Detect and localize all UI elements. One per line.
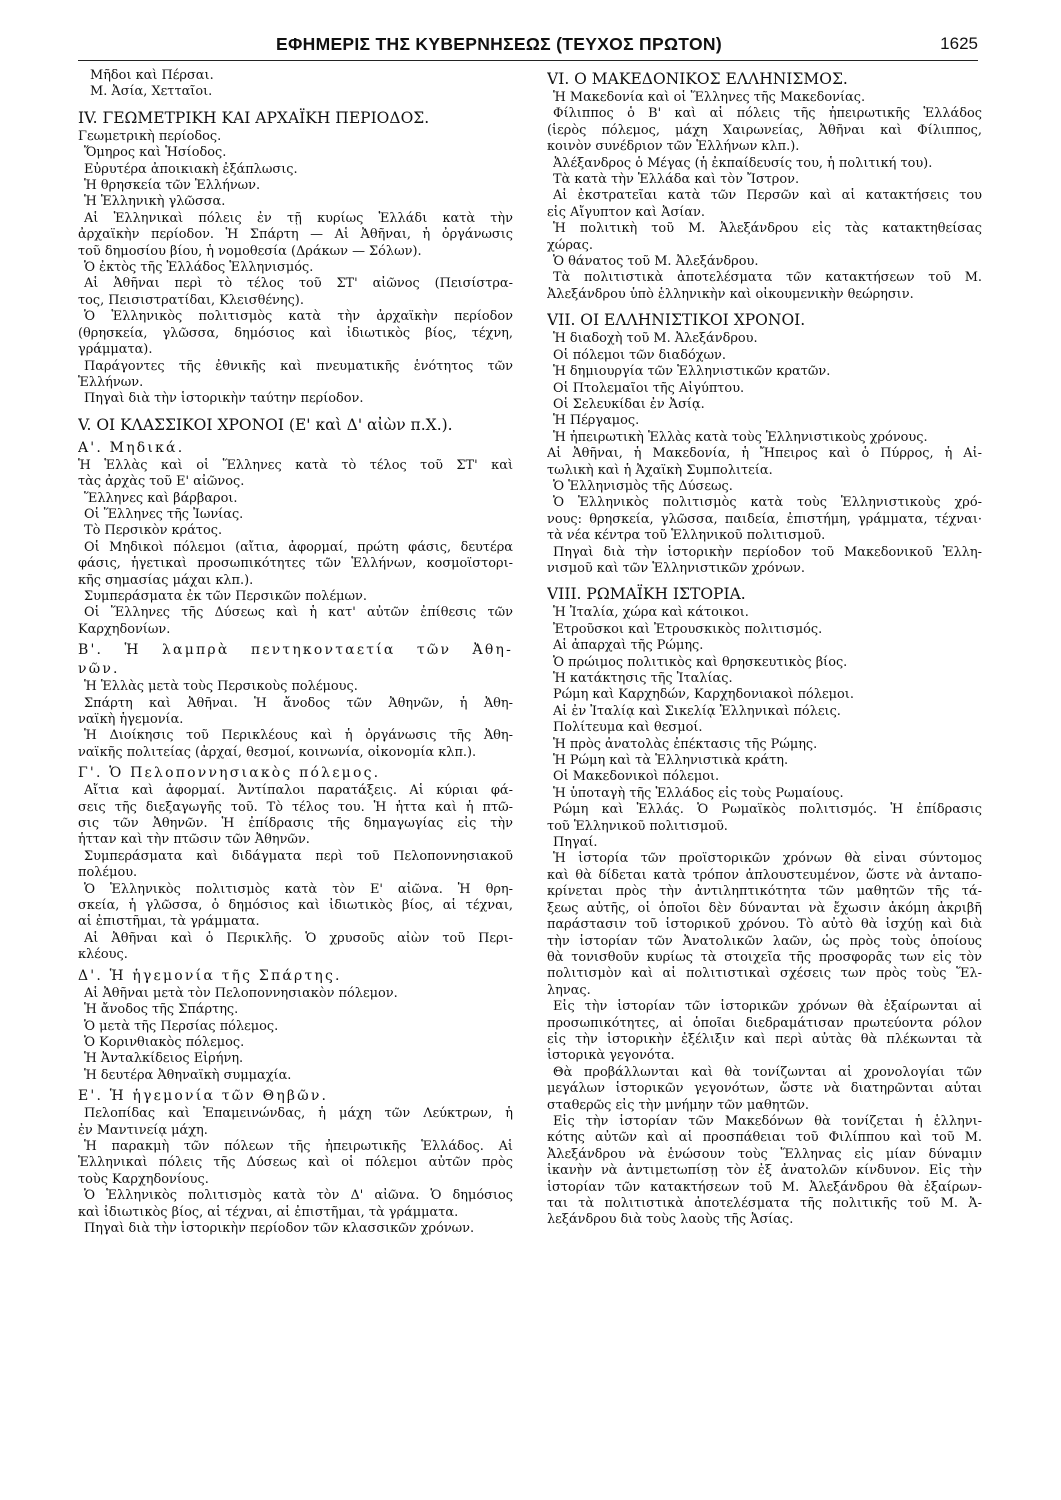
text-line: Οἱ Σελευκίδαι ἐν Ἀσίᾳ. bbox=[553, 396, 705, 412]
text-line: εἰς Αἴγυπτον καὶ Ἀσίαν. bbox=[547, 204, 705, 220]
text-line: Ὁ Κορινθιακὸς πόλεμος. bbox=[84, 1034, 245, 1050]
text-line: ληνας. bbox=[547, 982, 591, 998]
text-line: Ἀλεξάνδρου νὰ ἑνώσουν τοὺς Ἕλληνας εἰς μίαν δύναμιν bbox=[547, 1146, 982, 1162]
text-line: νους: θρησκεία, γλῶσσα, παιδεία, ἐπιστήμη, γράμματα, τέχναι· bbox=[547, 511, 982, 527]
text-line: Ἡ κατάκτησις τῆς Ἰταλίας. bbox=[553, 671, 733, 686]
section-heading: VII. ΟΙ ΕΛΛΗΝΙΣΤΙΚΟΙ ΧΡΟΝΟΙ. bbox=[547, 311, 806, 330]
section-heading: IV. ΓΕΩΜΕΤΡΙΚΗ ΚΑΙ ΑΡΧΑΪΚΗ ΠΕΡΙΟΔΟΣ. bbox=[78, 108, 430, 127]
text-line: χώρας. bbox=[547, 237, 593, 253]
section-heading: VIII. ΡΩΜΑΪΚΗ ΙΣΤΟΡΙΑ. bbox=[547, 585, 746, 604]
text-line: Ἡ ἱστορία τῶν προϊστορικῶν χρόνων θὰ εἶναι σύντομος bbox=[553, 851, 982, 867]
text-line: κῆς σημασίας μάχαι κλπ.). bbox=[78, 572, 254, 588]
text-line: Παράγοντες τῆς ἐθνικῆς καὶ πνευματικῆς ἑνότητος τῶν bbox=[84, 358, 513, 374]
text-line: Οἱ Μηδικοὶ πόλεμοι (αἴτια, ἀφορμαί, πρώτη φάσις, δευτέρα bbox=[84, 539, 513, 555]
text-line: Ὁ Ἑλληνικὸς πολιτισμὸς κατὰ τὸν Δ' αἰῶνα. Ὁ δημόσιος bbox=[84, 1188, 513, 1204]
text-line: Ὁ ἐκτὸς τῆς Ἑλλάδος Ἑλληνισμός. bbox=[84, 260, 314, 276]
text-line: Ὅμηρος καὶ Ἡσίοδος. bbox=[84, 145, 227, 161]
text-line: Ὁ Ἑλληνικὸς πολιτισμὸς κατὰ τοὺς Ἑλληνιστικοὺς χρό- bbox=[553, 495, 982, 511]
text-line: τωλικὴ καὶ ἡ Ἀχαϊκὴ Συμπολιτεία. bbox=[547, 462, 773, 478]
page-number: 1625 bbox=[940, 34, 978, 53]
subsection-heading: Β'. Ἡ λαμπρὰ πεντηκονταετία τῶν Ἀθη- bbox=[78, 642, 513, 659]
text-line: Ἀλεξάνδρου ὑπὸ ἑλληνικὴν καὶ οἰκουμενικὴν θεώρησιν. bbox=[547, 286, 914, 302]
text-line: Ὁ Ἑλληνικὸς πολιτισμὸς κατὰ τὴν ἀρχαϊκὴν περίοδον bbox=[84, 309, 513, 325]
text-line: Ἡ διαδοχὴ τοῦ Μ. Ἀλεξάνδρου. bbox=[553, 331, 758, 347]
subsection-heading: Α'. Μηδικά. bbox=[78, 439, 185, 456]
text-line: ἱκανὴν νὰ ἀντιμετωπίσῃ τὸν ἐξ ἀνατολῶν κίνδυνον. Εἰς τὴν bbox=[547, 1163, 982, 1179]
text-line: Ἐτροῦσκοι καὶ Ἐτρουσκικὸς πολιτισμός. bbox=[553, 621, 823, 637]
text-line: Αἱ ἀπαρχαὶ τῆς Ρώμης. bbox=[553, 638, 704, 654]
text-line: Πηγαὶ διὰ τὴν ἱστορικὴν ταύτην περίοδον. bbox=[84, 391, 364, 407]
text-line: Ρώμη καὶ Καρχηδών, Καρχηδονιακοὶ πόλεμοι. bbox=[553, 687, 854, 703]
text-line: Ἡ Ἑλλὰς μετὰ τοὺς Περσικοὺς πολέμους. bbox=[84, 679, 358, 695]
text-line: τὰ νέα κέντρα τοῦ Ἑλληνικοῦ πολιτισμοῦ. bbox=[547, 528, 826, 544]
text-line: Θὰ προβάλλωνται καὶ θὰ τονίζωνται αἱ χρονολογίαι τῶν bbox=[553, 1064, 982, 1080]
text-line: Ἡ Ρώμη καὶ τὰ Ἑλληνιστικὰ κράτη. bbox=[553, 753, 789, 769]
text-line: κρίνεται πρὸς τὴν ἀντιληπτικότητα τῶν μαθητῶν τῆς τά- bbox=[547, 884, 982, 900]
text-line: Αἱ Ἀθῆναι, ἡ Μακεδονία, ἡ Ἤπειρος καὶ ὁ Πύρρος, ἡ Αἰ- bbox=[547, 446, 982, 462]
section-heading: VI. Ο ΜΑΚΕΔΟΝΙΚΟΣ ΕΛΛΗΝΙΣΜΟΣ. bbox=[547, 70, 848, 88]
text-line: Ἕλληνες καὶ βάρβαροι. bbox=[84, 490, 238, 506]
text-line: Ἡ Μακεδονία καὶ οἱ Ἕλληνες τῆς Μακεδονίας. bbox=[553, 90, 866, 105]
header-divider bbox=[78, 60, 978, 61]
text-line: Εὐρυτέρα ἀποικιακὴ ἐξάπλωσις. bbox=[84, 161, 298, 177]
text-line: Εἰς τὴν ἱστορίαν τῶν Μακεδόνων θὰ τονίζεται ἡ ἑλληνι- bbox=[553, 1113, 982, 1129]
text-line: αἱ ἐπιστῆμαι, τὰ γράμματα. bbox=[78, 914, 260, 930]
text-line: Οἱ Ἕλληνες τῆς Δύσεως καὶ ἡ κατ' αὐτῶν ἐπίθεσις τῶν bbox=[84, 605, 513, 621]
text-line: ἐν Μαντινείᾳ μάχη. bbox=[78, 1122, 208, 1138]
text-line: Ἡ πρὸς ἀνατολὰς ἐπέκτασις τῆς Ρώμης. bbox=[553, 736, 818, 752]
text-line: σις τῶν Ἀθηνῶν. Ἡ ἐπίδρασις τῆς δημαγωγίας εἰς τὴν bbox=[78, 816, 513, 832]
text-line: Μῆδοι καὶ Πέρσαι. bbox=[90, 68, 214, 83]
text-line: Αἱ Ἀθῆναι μετὰ τὸν Πελοποννησιακὸν πόλεμον. bbox=[84, 985, 398, 1001]
text-line: λεξάνδρου διὰ τοὺς λαοὺς τῆς Ἀσίας. bbox=[547, 1212, 794, 1228]
text-line: Αἱ Ἀθῆναι περὶ τὸ τέλος τοῦ ΣΤ' αἰῶνος (Πεισίστρα- bbox=[84, 276, 513, 292]
left-column bbox=[78, 68, 513, 1237]
text-line: σταθερῶς εἰς τὴν μνήμην τῶν μαθητῶν. bbox=[547, 1097, 810, 1113]
text-line: Ἡ ἄνοδος τῆς Σπάρτης. bbox=[84, 1002, 239, 1018]
text-line: Ἑλλήνων. bbox=[78, 374, 144, 390]
text-line: Πολίτευμα καὶ θεσμοί. bbox=[553, 720, 703, 736]
text-line: σεις τῆς διεξαγωγῆς τοῦ. Τὸ τέλος του. Ἡ ἧττα καὶ ἡ πτῶ- bbox=[78, 799, 513, 815]
text-line: Οἱ Ἕλληνες τῆς Ἰωνίας. bbox=[84, 506, 244, 522]
text-line: προσωπικότητες, αἱ ὁποῖαι διεδραμάτισαν πρωτεύοντα ρόλον bbox=[547, 1015, 982, 1031]
text-line: Ἡ Διοίκησις τοῦ Περικλέους καὶ ἡ ὀργάνωσις τῆς Ἀθη- bbox=[84, 728, 513, 744]
text-line: Αἱ ἐν Ἰταλίᾳ καὶ Σικελίᾳ Ἑλληνικαὶ πόλεις. bbox=[553, 703, 841, 719]
text-line: Οἱ Πτολεμαῖοι τῆς Αἰγύπτου. bbox=[553, 380, 745, 396]
text-line: (ἱερὸς πόλεμος, μάχη Χαιρωνείας, Ἀθῆναι καὶ Φίλιππος, bbox=[547, 122, 982, 138]
text-line: θὰ τονισθοῦν κυρίως τὰ στοιχεῖα τῆς προσφορᾶς των εἰς τὸν bbox=[547, 949, 982, 965]
text-line: πολιτισμὸν καὶ αἱ πολιτιστικαὶ σχέσεις των πρὸς τοὺς Ἕλ- bbox=[547, 966, 982, 982]
text-line: (θρησκεία, γλῶσσα, δημόσιος καὶ ἰδιωτικὸς βίος, τέχνη, bbox=[78, 325, 513, 341]
text-line: καὶ ἰδιωτικὸς βίος, αἱ τέχναι, αἱ ἐπιστῆμαι, τὰ γράμματα. bbox=[78, 1204, 459, 1220]
subsection-heading: νῶν. bbox=[78, 661, 120, 678]
gazette-title: ΕΦΗΜΕΡΙΣ ΤΗΣ ΚΥΒΕΡΝΗΣΕΩΣ (ΤΕΥΧΟΣ ΠΡΩΤΟΝ) bbox=[276, 34, 722, 54]
text-line: Τὰ πολιτιστικὰ ἀποτελέσματα τῶν κατακτήσεων τοῦ Μ. bbox=[553, 270, 982, 286]
text-line: Ἡ δευτέρα Ἀθηναϊκὴ συμμαχία. bbox=[84, 1067, 292, 1083]
text-line: Εἰς τὴν ἱστορίαν τῶν ἱστορικῶν χρόνων θὰ ἐξαίρωνται αἱ bbox=[553, 999, 982, 1015]
text-line: σκεία, ἡ γλῶσσα, ὁ δημόσιος καὶ ἰδιωτικὸς βίος, αἱ τέχναι, bbox=[78, 898, 513, 914]
text-line: κότης αὐτῶν καὶ αἱ προσπάθειαι τοῦ Φιλίππου καὶ τοῦ Μ. bbox=[547, 1130, 982, 1146]
page-header bbox=[78, 30, 978, 60]
text-line: πολέμου. bbox=[78, 865, 138, 881]
text-line: Πηγαὶ διὰ τὴν ἱστορικὴν περίοδον τῶν κλασσικῶν χρόνων. bbox=[84, 1220, 475, 1236]
text-line: παράστασιν τοῦ ἱστορικοῦ χρόνου. Τὸ αὐτὸ θὰ ἰσχύῃ καὶ διὰ bbox=[547, 917, 982, 933]
text-line: Ὁ Ἑλληνικὸς πολιτισμὸς κατὰ τὸν Ε' αἰῶνα. Ἡ θρη- bbox=[84, 881, 513, 897]
subsection-heading: Γ'. Ὁ Πελοποννησιακὸς πόλεμος. bbox=[78, 765, 381, 782]
text-line: Ἀλέξανδρος ὁ Μέγας (ἡ ἐκπαίδευσίς του, ἡ πολιτική του). bbox=[553, 155, 933, 171]
text-line: Ἡ Ἰταλία, χώρα καὶ κάτοικοι. bbox=[553, 605, 749, 621]
text-line: Ἡ ἠπειρωτικὴ Ἑλλὰς κατὰ τοὺς Ἑλληνιστικοὺς χρόνους. bbox=[553, 429, 928, 445]
text-line: Πελοπίδας καὶ Ἐπαμεινώνδας, ἡ μάχη τῶν Λεύκτρων, ἡ bbox=[84, 1106, 513, 1122]
text-line: ξεως αὐτῆς, οἱ ὁποῖοι δὲν δύνανται νὰ ἔχωσιν ἀκόμη ἀκριβῆ bbox=[547, 900, 982, 916]
text-line: Ὁ Ἑλληνισμὸς τῆς Δύσεως. bbox=[553, 478, 733, 494]
text-line: Ἑλληνικαὶ πόλεις τῆς Δύσεως καὶ οἱ πόλεμοι αὐτῶν πρὸς bbox=[78, 1155, 513, 1171]
section-heading: V. ΟΙ ΚΛΑΣΣΙΚΟΙ ΧΡΟΝΟΙ (Ε' καὶ Δ' αἰὼν π.Χ.). bbox=[78, 415, 453, 434]
text-line: φάσις, ἡγετικαὶ προσωπικότητες τῶν Ἑλλήνων, κοσμοϊστορι- bbox=[78, 556, 513, 572]
text-line: Πηγαί. bbox=[553, 835, 598, 851]
text-line: Οἱ πόλεμοι τῶν διαδόχων. bbox=[553, 347, 726, 363]
text-line: Σπάρτη καὶ Ἀθῆναι. Ἡ ἄνοδος τῶν Ἀθηνῶν, ἡ Ἀθη- bbox=[84, 695, 513, 711]
text-line: Τὰ κατὰ τὴν Ἑλλάδα καὶ τὸν Ἴστρον. bbox=[553, 172, 800, 188]
text-line: ἀρχαϊκὴν περίοδον. Ἡ Σπάρτη — Αἱ Ἀθῆναι, ἡ ὀργάνωσις bbox=[78, 227, 513, 243]
text-line: ἱστορικὰ γεγονότα. bbox=[547, 1048, 675, 1064]
text-line: Ἡ δημιουργία τῶν Ἑλληνιστικῶν κρατῶν. bbox=[553, 364, 831, 380]
text-line: νισμοῦ καὶ τῶν Ἑλληνιστικῶν χρόνων. bbox=[547, 560, 805, 576]
text-line: Ἡ θρησκεία τῶν Ἑλλήνων. bbox=[84, 178, 261, 194]
text-line: τος, Πεισιστρατίδαι, Κλεισθένης). bbox=[78, 292, 304, 308]
text-line: Ὁ μετὰ τῆς Περσίας πόλεμος. bbox=[84, 1018, 279, 1034]
text-line: ἧτταν καὶ τὴν πτῶσιν τῶν Ἀθηνῶν. bbox=[78, 832, 310, 848]
text-line: τοὺς Καρχηδονίους. bbox=[78, 1171, 209, 1187]
text-line: Συμπεράσματα ἐκ τῶν Περσικῶν πολέμων. bbox=[84, 588, 367, 604]
text-line: Οἱ Μακεδονικοὶ πόλεμοι. bbox=[553, 769, 720, 785]
text-line: κοινὸν συνέδριον τῶν Ἑλλήνων κλπ.). bbox=[547, 139, 800, 155]
text-line: Μ. Ἀσία, Χετταῖοι. bbox=[90, 84, 213, 100]
text-line: κλέους. bbox=[78, 947, 128, 963]
text-line: εἰς τὴν ἱστορικὴν ἐξέλιξιν καὶ περὶ αὐτὰς θὰ πλέκωνται τὰ bbox=[547, 1031, 982, 1047]
text-line: καὶ θὰ δίδεται κατὰ τρόπον ἁπλουστευμένον, ὥστε νὰ ἀνταπο- bbox=[547, 867, 982, 883]
text-line: Αἴτια καὶ ἀφορμαί. Ἀντίπαλοι παρατάξεις. Αἱ κύριαι φά- bbox=[84, 783, 513, 799]
text-line: μεγάλων ἱστορικῶν γεγονότων, ὥστε νὰ διατηρῶνται αὗται bbox=[547, 1081, 982, 1097]
text-line: Ἡ Ἑλλὰς καὶ οἱ Ἕλληνες κατὰ τὸ τέλος τοῦ ΣΤ' καὶ bbox=[78, 457, 513, 473]
text-line: τοῦ δημοσίου βίου, ἡ νομοθεσία (Δράκων — Σόλων). bbox=[78, 243, 422, 259]
text-line: Συμπεράσματα καὶ διδάγματα περὶ τοῦ Πελοποννησιακοῦ bbox=[84, 848, 513, 864]
text-line: Ὁ πρώιμος πολιτικὸς καὶ θρησκευτικὸς βίος. bbox=[553, 654, 848, 670]
text-line: Ἡ ὑποταγὴ τῆς Ἑλλάδος εἰς τοὺς Ρωμαίους. bbox=[553, 785, 844, 801]
text-line: γράμματα). bbox=[78, 342, 153, 358]
text-line: τὴν ἱστορίαν τῶν Ἀνατολικῶν λαῶν, ὡς πρὸς τοὺς ὁποίους bbox=[547, 933, 982, 949]
text-line: Καρχηδονίων. bbox=[78, 621, 171, 637]
text-line: Αἱ Ἀθῆναι καὶ ὁ Περικλῆς. Ὁ χρυσοῦς αἰὼν τοῦ Περι- bbox=[84, 930, 513, 946]
subsection-heading: Δ'. Ἡ ἡγεμονία τῆς Σπάρτης. bbox=[78, 967, 342, 984]
right-column bbox=[547, 68, 982, 1229]
text-line: ναϊκῆς πολιτείας (ἀρχαί, θεσμοί, κοινωνία, οἰκονομία κλπ.). bbox=[78, 744, 477, 760]
text-line: Ἡ Ἀνταλκίδειος Εἰρήνη. bbox=[84, 1051, 244, 1067]
text-line: Αἱ Ἑλληνικαὶ πόλεις ἐν τῇ κυρίως Ἑλλάδι κατὰ τὴν bbox=[84, 210, 513, 226]
text-line: ται τὰ πολιτιστικὰ ἀποτελέσματα τῆς πολιτικῆς τοῦ Μ. Ἀ- bbox=[547, 1196, 982, 1211]
text-line: Ὁ θάνατος τοῦ Μ. Ἀλεξάνδρου. bbox=[553, 254, 759, 270]
text-line: Τὸ Περσικὸν κράτος. bbox=[84, 523, 223, 539]
text-line: Γεωμετρικὴ περίοδος. bbox=[78, 128, 222, 144]
text-line: Αἱ ἐκστρατεῖαι κατὰ τῶν Περσῶν καὶ αἱ κατακτήσεις του bbox=[553, 188, 982, 204]
text-line: Πηγαὶ διὰ τὴν ἱστορικὴν περίοδον τοῦ Μακεδονικοῦ Ἑλλη- bbox=[553, 544, 982, 560]
text-line: Ρώμη καὶ Ἑλλάς. Ὁ Ρωμαϊκὸς πολιτισμός. Ἡ ἐπίδρασις bbox=[553, 802, 982, 818]
text-line: τὰς ἀρχὰς τοῦ Ε' αἰῶνος. bbox=[78, 474, 245, 490]
text-line: ἱστορίαν τῶν κατακτήσεων τοῦ Μ. Ἀλεξάνδρου θὰ ἐξαίρων- bbox=[547, 1179, 982, 1195]
text-line: Ἡ παρακμὴ τῶν πόλεων τῆς ἠπειρωτικῆς Ἑλλάδος. Αἱ bbox=[84, 1138, 513, 1154]
text-line: ναϊκὴ ἡγεμονία. bbox=[78, 712, 184, 727]
subsection-heading: Ε'. Ἡ ἡγεμονία τῶν Θηβῶν. bbox=[78, 1088, 329, 1105]
text-line: Ἡ Ἑλληνικὴ γλῶσσα. bbox=[84, 194, 226, 210]
text-line: τοῦ Ἑλληνικοῦ πολιτισμοῦ. bbox=[547, 818, 728, 834]
text-line: Φίλιππος ὁ Β' καὶ αἱ πόλεις τῆς ἠπειρωτικῆς Ἑλλάδος bbox=[553, 106, 982, 122]
text-line: Ἡ πολιτικὴ τοῦ Μ. Ἀλεξάνδρου εἰς τὰς κατακτηθείσας bbox=[553, 221, 982, 237]
text-line: Ἡ Πέργαμος. bbox=[553, 413, 640, 429]
